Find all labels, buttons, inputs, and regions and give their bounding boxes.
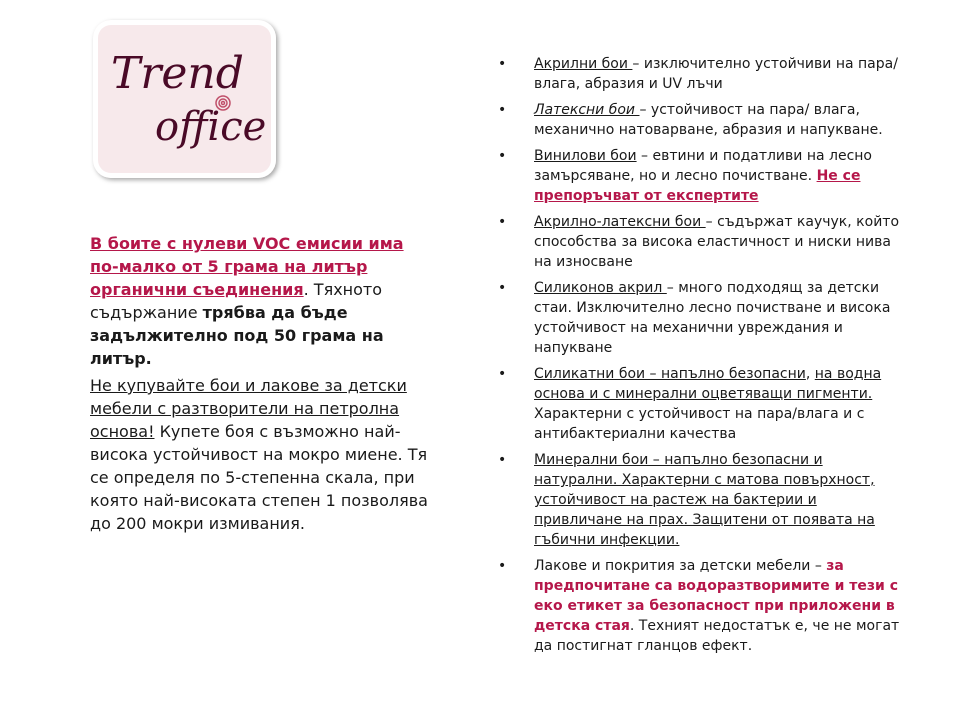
logo-line2: office bbox=[155, 104, 267, 150]
advice-rest: Купете боя с възможно най-висока устойчивост на мокро миене. Тя се определя по 5-степенна скала, при която най-високата степен 1 позволява до 200 мокри измивания. bbox=[90, 422, 428, 533]
list-item bbox=[496, 364, 906, 444]
item-warning: Не се препоръчват от експертите bbox=[534, 168, 861, 204]
trend-office-logo bbox=[93, 20, 276, 178]
list-item bbox=[496, 450, 906, 550]
left-text-block bbox=[90, 232, 435, 535]
item-desc: – съдържат каучук, който способства за висока еластичност и ниски нива на износване bbox=[534, 214, 900, 270]
item-term: Силиконов акрил bbox=[534, 280, 667, 296]
list-item bbox=[496, 556, 906, 656]
paint-types-list bbox=[496, 54, 906, 662]
voc-paragraph bbox=[90, 232, 435, 370]
advice-paragraph bbox=[90, 374, 435, 535]
item-desc: . Техният недостатък е, че не могат да постигнат гланцов ефект. bbox=[534, 618, 900, 654]
item-sep: , bbox=[805, 366, 815, 382]
voc-mid: . Тяхното съдържание bbox=[90, 280, 383, 322]
item-desc: Характерни с устойчивост на пара/влага и с антибактериални качества bbox=[534, 406, 865, 442]
item-term: Силикатни бои – напълно безопасни bbox=[534, 366, 806, 382]
advice-underlined: Не купувайте бои и лакове за детски мебели с разтворители на петролна основа! bbox=[90, 376, 407, 441]
item-term: Акрилно-латексни бои bbox=[534, 214, 706, 230]
list-item bbox=[496, 146, 906, 206]
item-term: Минерални бои – напълно безопасни и натурални. Характерни с матова повърхност, устойчивост на растеж на бактерии и привличане на прах. Защитени от появата на гъбични инфекции. bbox=[534, 452, 875, 548]
list-item bbox=[496, 278, 906, 358]
item-desc: – устойчивост на пара/ влага, механично натоварване, абразия и напукване. bbox=[534, 102, 883, 138]
voc-bold: трябва да бъде задължително под 50 грама на литър. bbox=[90, 303, 384, 368]
item-term: Акрилни бои bbox=[534, 56, 633, 72]
item-desc: – изключително устойчиви на пара/влага, абразия и UV лъчи bbox=[534, 56, 898, 92]
item-term: Винилови бои bbox=[534, 148, 637, 164]
item-warning: за предпочитане са водоразтворимите и тези с еко етикет за безопасност при приложени в детска стая bbox=[534, 558, 899, 634]
item-term: Латексни бои bbox=[534, 102, 640, 118]
item-lead: Лакове и покрития за детски мебели – bbox=[534, 558, 827, 574]
item-term2: на водна основа и с минерални оцветяващи пигменти. bbox=[534, 366, 882, 402]
logo-line1: Trend bbox=[111, 48, 244, 99]
list-item bbox=[496, 54, 906, 94]
list-item bbox=[496, 100, 906, 140]
item-desc: – много подходящ за детски стаи. Изключително лесно почистване и висока устойчивост на механични увреждания и напукване bbox=[534, 280, 891, 356]
list-item bbox=[496, 212, 906, 272]
voc-highlight: В боите с нулеви VOC емисии има по-малко от 5 грама на литър органични съединения bbox=[90, 234, 404, 299]
item-desc: – евтини и податливи на лесно замърсяване, но и лесно почистване. bbox=[534, 148, 872, 184]
logo-graphic bbox=[93, 20, 276, 178]
